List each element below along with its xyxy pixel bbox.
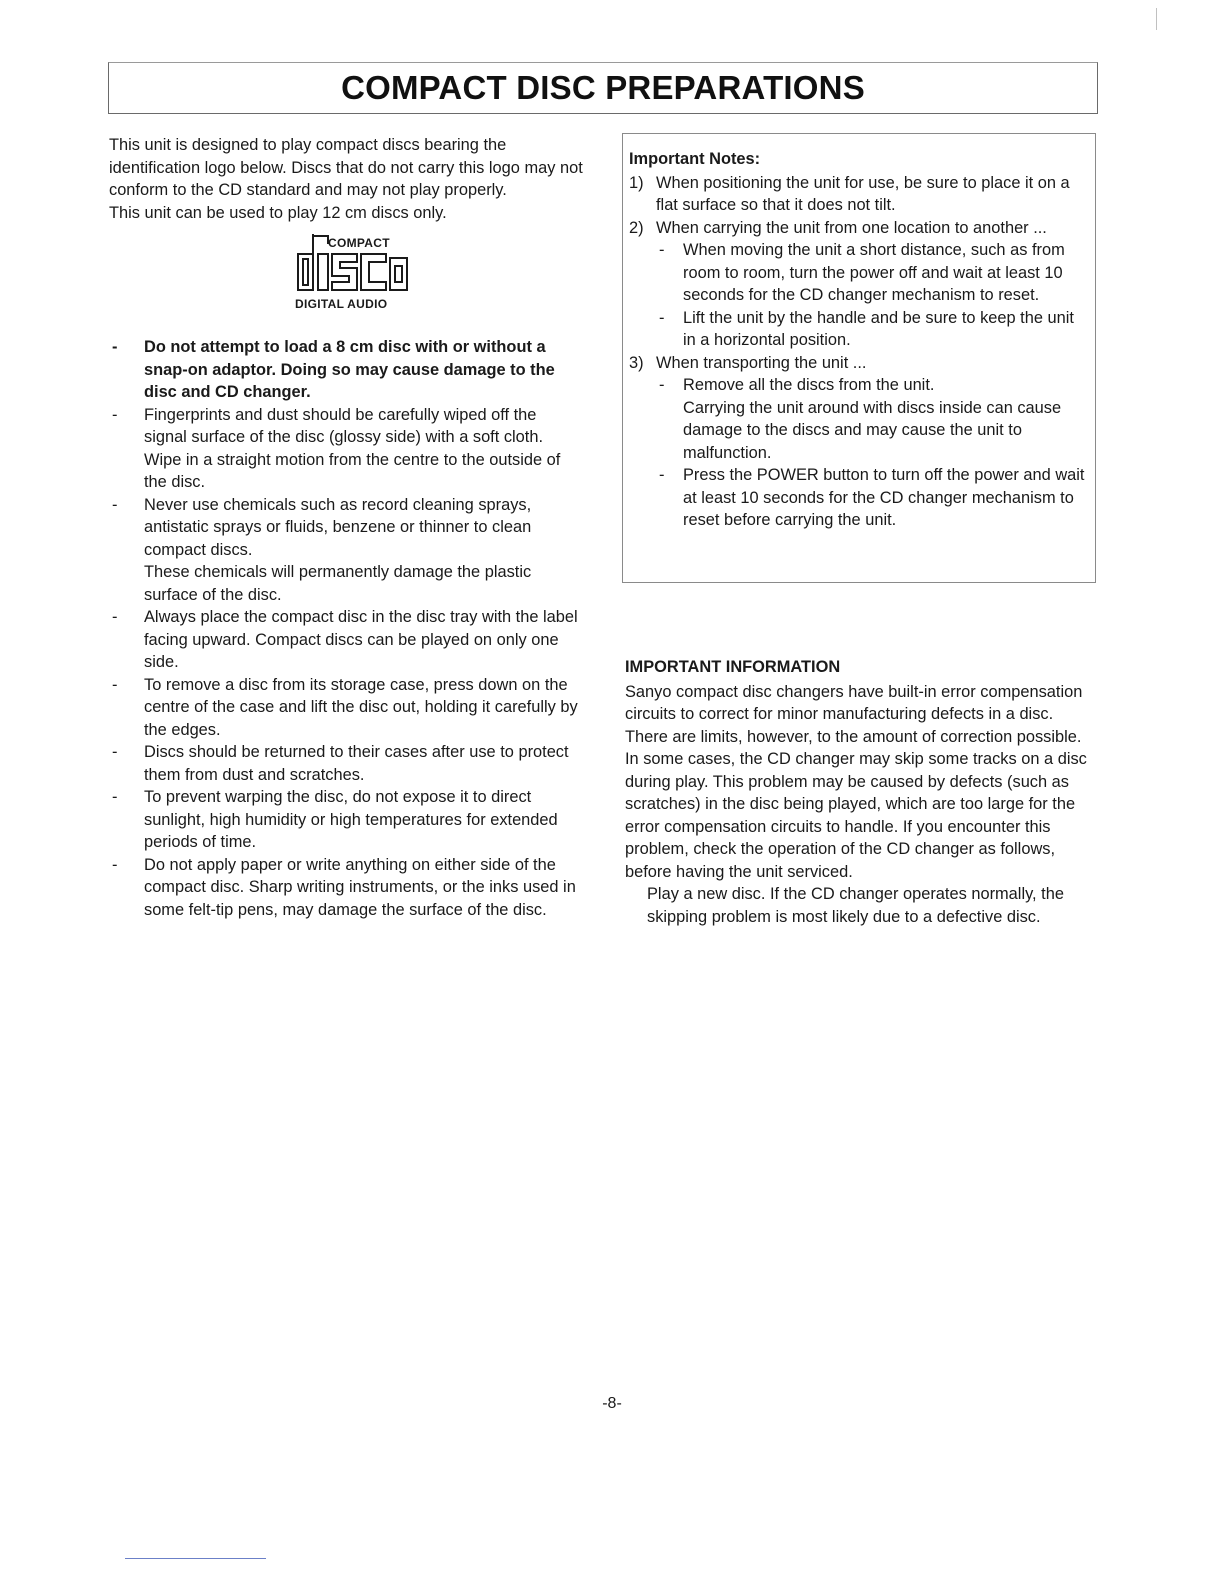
notes-list bbox=[629, 172, 1089, 532]
list-item bbox=[109, 854, 583, 922]
list-item-text: Do not attempt to load a 8 cm disc with or without a snap-on adaptor. Doing so may cause damage to the disc and CD changer. bbox=[144, 338, 555, 401]
info-paragraph: In some cases, the CD changer may skip some tracks on a disc during play. This problem may be caused by defects (such as scratches) in the disc being played, which are too large for the error compensation circuits to handle. If you encounter this problem, check the operation of the CD changer as follows, before having the unit serviced. bbox=[625, 750, 1087, 881]
sub-list-item-text: - Remove all the discs from the unit. bbox=[683, 376, 935, 394]
important-notes-box bbox=[622, 133, 1096, 583]
list-item bbox=[629, 172, 1089, 217]
scan-mark bbox=[1156, 8, 1157, 30]
list-item-text: - Fingerprints and dust should be carefully wiped off the signal surface of the disc (glossy side) with a soft cloth. bbox=[144, 405, 544, 446]
list-item-text: To prevent warping the disc, do not expose it to direct sunlight, high humidity or high temperatures for extended periods of time. bbox=[144, 788, 558, 851]
list-item bbox=[629, 352, 1089, 532]
sub-list bbox=[656, 374, 1089, 532]
list-number: 2) bbox=[629, 218, 644, 237]
sub-list-item: - Press the POWER button to turn off the power and wait at least 10 seconds for the CD changer mechanism to reset before carrying the unit. bbox=[656, 464, 1089, 532]
list-number: 1) bbox=[629, 173, 644, 192]
info-paragraph: Sanyo compact disc changers have built-in error compensation circuits to correct for minor manufacturing defects in a disc. There are limits, however, to the amount of correction possible. bbox=[625, 682, 1083, 746]
info-paragraph: Play a new disc. If the CD changer operates normally, the skipping problem is most likely due to a defective disc. bbox=[647, 885, 1064, 926]
sub-list-item: - Lift the unit by the handle and be sure to keep the unit in a horizontal position. bbox=[656, 307, 1089, 352]
important-information-section bbox=[625, 656, 1097, 928]
list-item bbox=[109, 404, 583, 494]
list-item-text: When carrying the unit from one location to another ... bbox=[656, 218, 1047, 237]
list-item bbox=[109, 786, 583, 854]
notes-title: Important Notes: bbox=[629, 150, 761, 168]
list-item-text: To remove a disc from its storage case, press down on the centre of the case and lift the disc out, holding it carefully by the edges. bbox=[144, 675, 578, 739]
section-heading: IMPORTANT INFORMATION bbox=[625, 658, 841, 676]
sub-list-item bbox=[656, 374, 1089, 464]
list-item-text: When positioning the unit for use, be sure to place it on a flat surface so that it does not tilt. bbox=[656, 173, 1070, 214]
list-item-extra: These chemicals will permanently damage the plastic surface of the disc. bbox=[144, 563, 532, 604]
list-item bbox=[109, 494, 583, 607]
compact-disc-logo bbox=[295, 232, 415, 310]
list-item bbox=[109, 674, 583, 742]
sub-list-item: - When moving the unit a short distance, such as from room to room, turn the power off and wait at least 10 seconds for the CD changer mechanism to reset. bbox=[656, 239, 1089, 307]
list-item-text: Discs should be returned to their cases after use to protect them from dust and scratches. bbox=[144, 743, 569, 784]
sub-list-item-extra: Carrying the unit around with discs inside can cause damage to the discs and may cause the unit to malfunction. bbox=[683, 398, 1062, 462]
title-box bbox=[108, 62, 1098, 114]
left-column bbox=[109, 134, 583, 921]
list-item-text: - Never use chemicals such as record cleaning sprays, antistatic sprays or fluids, benzene or thinner to clean compact discs. bbox=[144, 495, 532, 559]
list-item-text: When transporting the unit ... bbox=[656, 353, 867, 372]
page-title: COMPACT DISC PREPARATIONS bbox=[341, 69, 865, 106]
logo-digital-audio-text: DIGITAL AUDIO bbox=[295, 297, 388, 311]
intro-paragraph: This unit is designed to play compact discs bearing the identification logo below. Discs that do not carry this logo may not conform to the CD standard and may not play properly. bbox=[109, 136, 583, 199]
list-number: 3) bbox=[629, 353, 644, 372]
list-item-text: Do not apply paper or write anything on either side of the compact disc. Sharp writing instruments, or the inks used in some felt-tip pens, may damage the surface of the disc. bbox=[144, 855, 576, 919]
sub-list bbox=[656, 239, 1089, 352]
list-item bbox=[629, 217, 1089, 352]
logo-compact-text: COMPACT bbox=[328, 236, 390, 250]
page-number: -8- bbox=[602, 1395, 622, 1412]
list-item-text: Always place the compact disc in the disc tray with the label facing upward. Compact discs can be played on only one side. bbox=[144, 608, 578, 671]
care-instructions-list bbox=[109, 336, 583, 921]
list-item bbox=[109, 336, 583, 404]
footer-rule bbox=[125, 1558, 266, 1559]
list-item bbox=[109, 741, 583, 786]
disc-size-note: This unit can be used to play 12 cm discs only. bbox=[109, 203, 447, 222]
list-item bbox=[109, 606, 583, 674]
list-item-extra: Wipe in a straight motion from the centre to the outside of the disc. bbox=[144, 450, 561, 491]
